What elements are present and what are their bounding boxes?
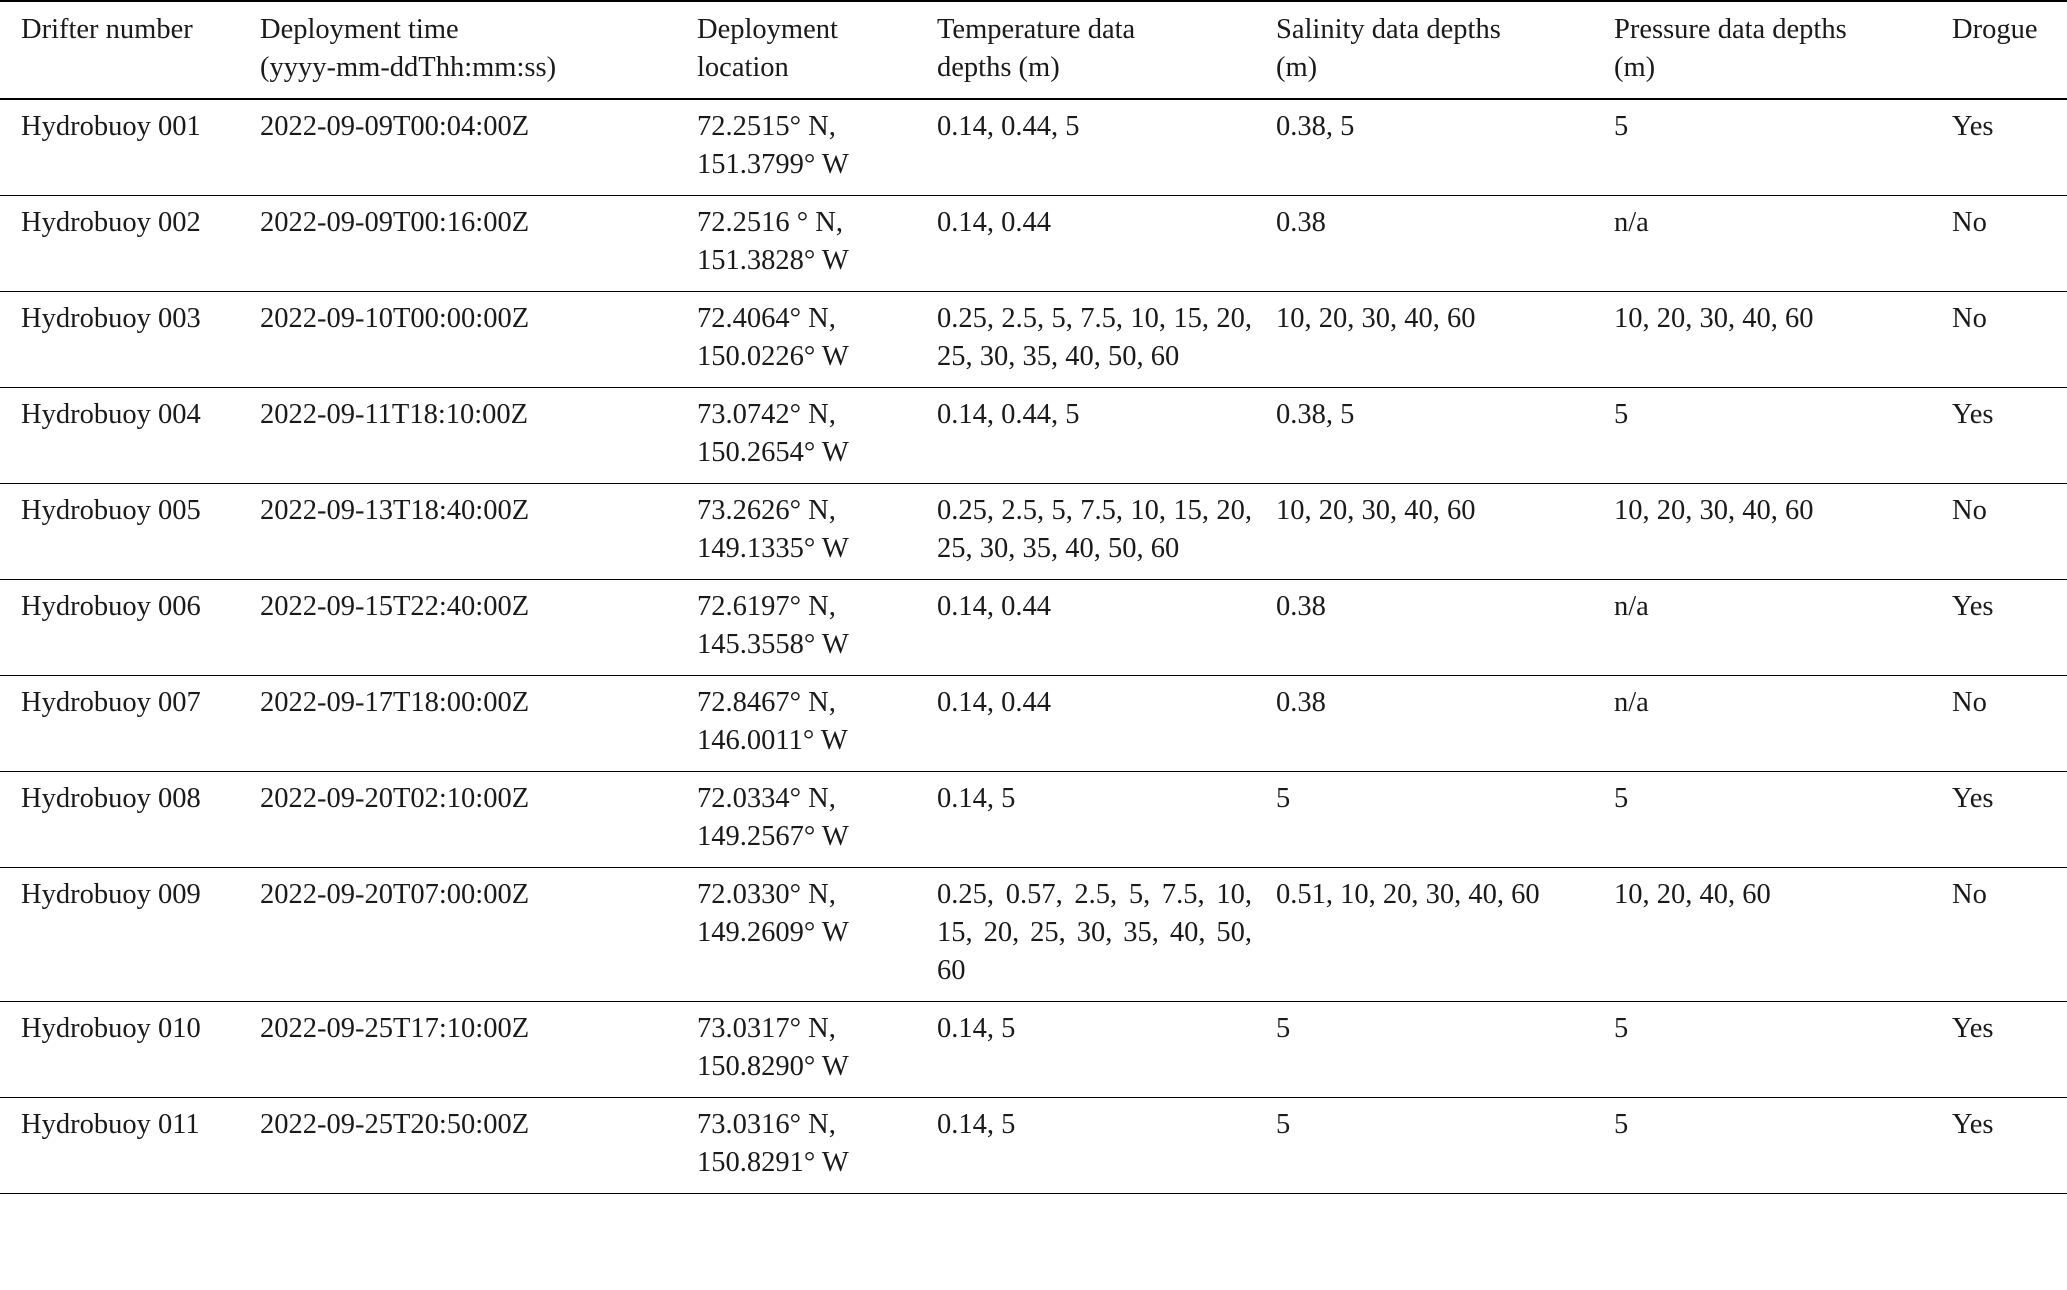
cell-deployment-location [697, 1002, 937, 1098]
cell-deployment-time: 2022-09-15T22:40:00Z [260, 591, 530, 622]
longitude: 150.2654° W [697, 437, 849, 468]
cell-pressure-depths: 10, 20, 30, 40, 60 [1614, 303, 1814, 334]
cell-drifter-number: Hydrobuoy 007 [21, 687, 201, 718]
cell-temperature-depths: 0.25, 2.5, 5, 7.5, 10, 15, 20, 25, 30, 35, 40, 50, 60 [937, 303, 1252, 372]
cell-drifter-number: Hydrobuoy 001 [21, 111, 201, 142]
cell-temperature-depths: 0.14, 0.44 [937, 207, 1051, 238]
cell-drogue: No [1952, 495, 1987, 526]
longitude: 149.2567° W [697, 821, 849, 852]
cell-temperature-depths: 0.25, 2.5, 5, 7.5, 10, 15, 20, 25, 30, 35, 40, 50, 60 [937, 495, 1252, 564]
latitude: 73.0317° N, [697, 1013, 836, 1044]
cell-pressure-depths: n/a [1614, 207, 1649, 238]
cell-drogue: Yes [1952, 111, 1994, 142]
cell-temperature-depths: 0.25, 0.57, 2.5, 5, 7.5, 10, 15, 20, 25, 30, 35, 40, 50, 60 [937, 879, 1252, 986]
header-line: Temperature data [937, 14, 1136, 45]
table-row [0, 484, 2067, 580]
cell-deployment-time: 2022-09-20T02:10:00Z [260, 783, 530, 814]
cell-deployment-time: 2022-09-11T18:10:00Z [260, 399, 529, 430]
cell-drifter-number: Hydrobuoy 006 [21, 591, 201, 622]
header-line: Pressure data depths [1614, 14, 1847, 45]
cell-drifter-number: Hydrobuoy 003 [21, 303, 201, 334]
table-row [0, 1002, 2067, 1098]
cell-salinity-depths: 0.38 [1276, 687, 1326, 718]
table-body [0, 99, 2067, 1194]
cell-pressure-depths: n/a [1614, 591, 1649, 622]
latitude: 73.2626° N, [697, 495, 836, 526]
cell-temperature-depths: 0.14, 0.44 [937, 687, 1051, 718]
longitude: 149.1335° W [697, 533, 849, 564]
latitude: 73.0742° N, [697, 399, 836, 430]
cell-deployment-location [697, 580, 937, 676]
header-drifter-number [0, 1, 260, 99]
header-line: Drogue [1952, 14, 2038, 45]
cell-deployment-location [697, 388, 937, 484]
cell-pressure-depths: 5 [1614, 111, 1629, 142]
cell-salinity-depths: 0.38, 5 [1276, 111, 1355, 142]
cell-deployment-time: 2022-09-25T17:10:00Z [260, 1013, 530, 1044]
latitude: 72.8467° N, [697, 687, 836, 718]
longitude: 150.0226° W [697, 341, 849, 372]
table-row [0, 580, 2067, 676]
cell-pressure-depths: 10, 20, 40, 60 [1614, 879, 1771, 910]
cell-drogue: No [1952, 303, 1987, 334]
cell-deployment-time: 2022-09-10T00:00:00Z [260, 303, 530, 334]
header-line: Deployment time [260, 14, 459, 45]
cell-deployment-location [697, 1098, 937, 1194]
cell-deployment-location [697, 772, 937, 868]
table-row [0, 99, 2067, 196]
latitude: 72.6197° N, [697, 591, 836, 622]
cell-drogue: No [1952, 687, 1987, 718]
longitude: 151.3828° W [697, 245, 849, 276]
cell-deployment-time: 2022-09-17T18:00:00Z [260, 687, 530, 718]
cell-temperature-depths: 0.14, 0.44, 5 [937, 111, 1080, 142]
cell-deployment-time: 2022-09-09T00:04:00Z [260, 111, 530, 142]
cell-temperature-depths: 0.14, 0.44, 5 [937, 399, 1080, 430]
table-row [0, 1098, 2067, 1194]
cell-deployment-time: 2022-09-25T20:50:00Z [260, 1109, 530, 1140]
cell-salinity-depths: 0.51, 10, 20, 30, 40, 60 [1276, 879, 1540, 910]
cell-deployment-time: 2022-09-20T07:00:00Z [260, 879, 530, 910]
latitude: 72.2515° N, [697, 111, 836, 142]
header-temperature-depths [937, 1, 1276, 99]
cell-deployment-location [697, 99, 937, 196]
cell-temperature-depths: 0.14, 5 [937, 1013, 1016, 1044]
header-line: Salinity data depths [1276, 14, 1501, 45]
header-pressure-depths [1614, 1, 1952, 99]
cell-salinity-depths: 0.38, 5 [1276, 399, 1355, 430]
cell-drogue: Yes [1952, 399, 1994, 430]
header-line: Deployment [697, 14, 838, 45]
cell-pressure-depths: 5 [1614, 1109, 1629, 1140]
cell-pressure-depths: n/a [1614, 687, 1649, 718]
latitude: 72.4064° N, [697, 303, 836, 334]
cell-drifter-number: Hydrobuoy 011 [21, 1109, 200, 1140]
header-drogue [1952, 1, 2067, 99]
longitude: 150.8291° W [697, 1147, 849, 1178]
latitude: 72.0334° N, [697, 783, 836, 814]
cell-pressure-depths: 5 [1614, 783, 1629, 814]
cell-drifter-number: Hydrobuoy 008 [21, 783, 201, 814]
cell-drifter-number: Hydrobuoy 004 [21, 399, 201, 430]
cell-deployment-time: 2022-09-13T18:40:00Z [260, 495, 530, 526]
cell-drogue: Yes [1952, 1109, 1994, 1140]
longitude: 149.2609° W [697, 917, 849, 948]
cell-drifter-number: Hydrobuoy 009 [21, 879, 201, 910]
longitude: 145.3558° W [697, 629, 849, 660]
cell-salinity-depths: 0.38 [1276, 591, 1326, 622]
cell-salinity-depths: 10, 20, 30, 40, 60 [1276, 495, 1476, 526]
cell-temperature-depths: 0.14, 5 [937, 1109, 1016, 1140]
cell-temperature-depths: 0.14, 0.44 [937, 591, 1051, 622]
header-deployment-time [260, 1, 697, 99]
header-line: (m) [1276, 52, 1318, 83]
cell-deployment-location [697, 676, 937, 772]
latitude: 73.0316° N, [697, 1109, 836, 1140]
cell-temperature-depths: 0.14, 5 [937, 783, 1016, 814]
cell-drifter-number: Hydrobuoy 002 [21, 207, 201, 238]
cell-pressure-depths: 5 [1614, 1013, 1629, 1044]
cell-salinity-depths: 5 [1276, 783, 1291, 814]
cell-salinity-depths: 5 [1276, 1109, 1291, 1140]
header-line: (m) [1614, 52, 1656, 83]
cell-salinity-depths: 5 [1276, 1013, 1291, 1044]
longitude: 150.8290° W [697, 1051, 849, 1082]
header-line: depths (m) [937, 52, 1060, 83]
header-line: (yyyy-mm-ddThh:mm:ss) [260, 52, 557, 83]
table-row [0, 292, 2067, 388]
cell-deployment-time: 2022-09-09T00:16:00Z [260, 207, 530, 238]
longitude: 146.0011° W [697, 725, 848, 756]
table-header [0, 1, 2067, 99]
cell-salinity-depths: 0.38 [1276, 207, 1326, 238]
header-line: location [697, 52, 789, 83]
cell-drogue: No [1952, 879, 1987, 910]
table-row [0, 772, 2067, 868]
cell-deployment-location [697, 292, 937, 388]
cell-drogue: Yes [1952, 783, 1994, 814]
table-row [0, 868, 2067, 1002]
table-row [0, 676, 2067, 772]
longitude: 151.3799° W [697, 149, 849, 180]
header-salinity-depths [1276, 1, 1614, 99]
cell-deployment-location [697, 196, 937, 292]
table-row [0, 388, 2067, 484]
cell-drogue: Yes [1952, 591, 1994, 622]
cell-drogue: No [1952, 207, 1987, 238]
latitude: 72.0330° N, [697, 879, 836, 910]
cell-deployment-location [697, 868, 937, 1002]
header-line: Drifter number [21, 14, 193, 45]
header-row [0, 1, 2067, 99]
table-row [0, 196, 2067, 292]
latitude: 72.2516 ° N, [697, 207, 843, 238]
cell-salinity-depths: 10, 20, 30, 40, 60 [1276, 303, 1476, 334]
header-deployment-location [697, 1, 937, 99]
cell-drifter-number: Hydrobuoy 005 [21, 495, 201, 526]
cell-deployment-location [697, 484, 937, 580]
cell-drifter-number: Hydrobuoy 010 [21, 1013, 201, 1044]
cell-pressure-depths: 10, 20, 30, 40, 60 [1614, 495, 1814, 526]
cell-drogue: Yes [1952, 1013, 1994, 1044]
cell-pressure-depths: 5 [1614, 399, 1629, 430]
